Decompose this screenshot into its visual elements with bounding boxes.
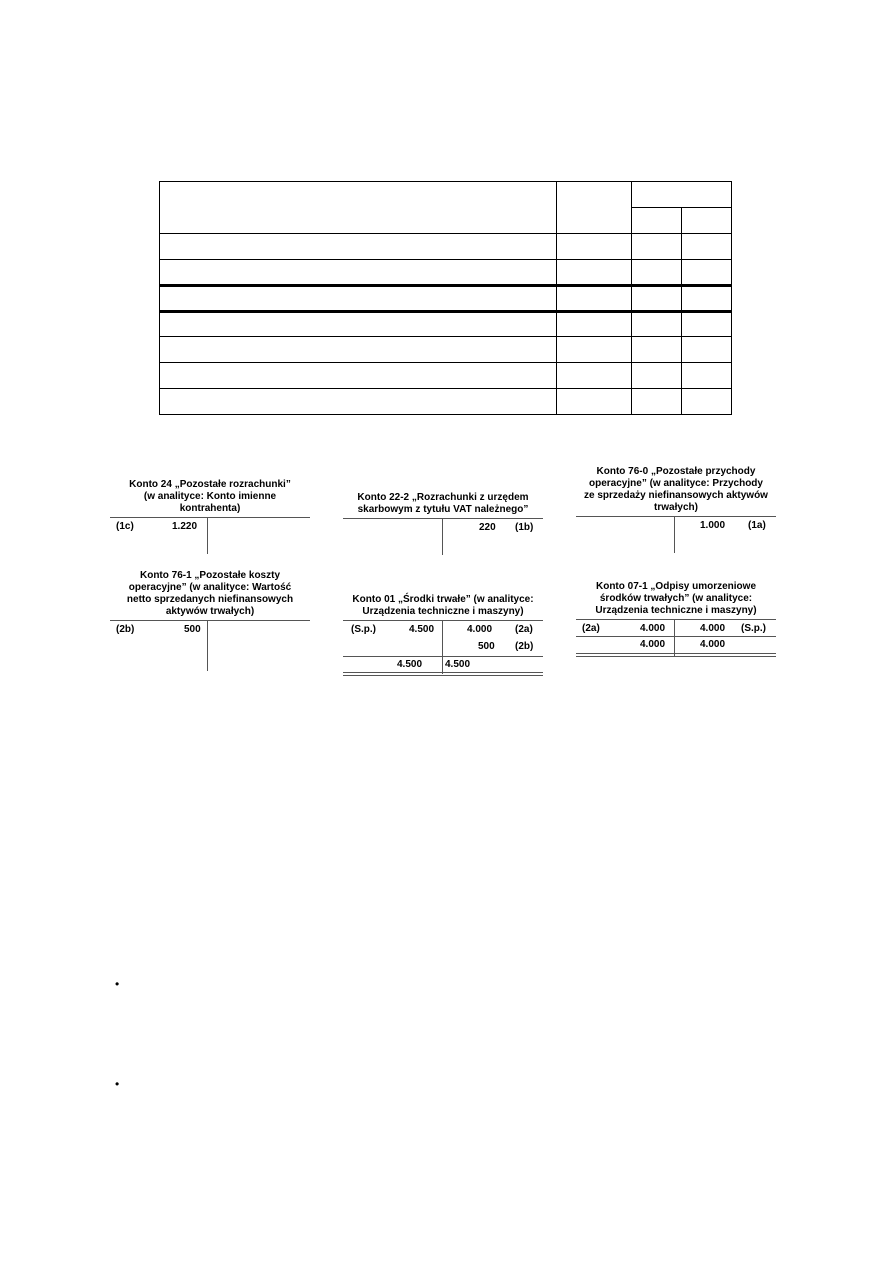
table-cell — [160, 363, 557, 389]
table-cell — [557, 234, 632, 260]
total-debit: 4.500 — [397, 659, 423, 670]
table-cell — [682, 337, 732, 363]
entry-credit: 500 — [478, 641, 495, 652]
entry-debit: 500 — [184, 624, 201, 635]
table-header-cell — [632, 208, 682, 234]
table-cell — [632, 286, 682, 312]
table-cell — [682, 286, 732, 312]
t-account-konto-76-0 — [576, 466, 776, 553]
table-header-cell — [160, 182, 557, 234]
t-account-lines — [343, 620, 543, 674]
account-title: Konto 22-2 „Rozrachunki z urzędem skarbowym z tytułu VAT należnego” — [357, 492, 529, 515]
table-cell — [160, 389, 557, 415]
t-account-konto-22-2 — [343, 492, 543, 555]
table-cell — [160, 260, 557, 286]
table-cell — [682, 363, 732, 389]
t-account-konto-24 — [110, 479, 310, 554]
table-cell — [160, 286, 557, 312]
table-header-cell — [682, 208, 732, 234]
t-account-konto-76-1 — [110, 570, 310, 671]
table-cell — [557, 312, 632, 337]
table-cell — [557, 389, 632, 415]
entry-credit: 1.000 — [700, 520, 726, 531]
table-cell — [632, 260, 682, 286]
bullet-point: • — [115, 1077, 120, 1091]
table-cell — [632, 337, 682, 363]
t-account-lines — [110, 620, 310, 671]
entry-debit: 4.500 — [409, 624, 435, 635]
entry-ref: (1c) — [116, 521, 134, 532]
total-credit: 4.000 — [700, 639, 726, 650]
t-account-konto-07-1 — [576, 581, 776, 656]
entry-ref: (S.p.) — [351, 624, 376, 635]
total-credit: 4.500 — [445, 659, 471, 670]
t-account-lines — [343, 518, 543, 555]
table-cell — [632, 389, 682, 415]
total-debit: 4.000 — [640, 639, 666, 650]
entry-debit: 4.000 — [640, 623, 666, 634]
table-cell — [682, 260, 732, 286]
table-cell — [632, 363, 682, 389]
t-account-konto-01 — [343, 594, 543, 674]
account-title: Konto 76-1 „Pozostałe koszty operacyjne” (w analityce: Wartość netto sprzedanych niefinansowych aktywów trwałych) — [126, 570, 294, 617]
account-title: Konto 76-0 „Pozostałe przychody operacyjne” (w analityce: Przychody ze sprzedaży niefinansowych aktywów trwałych) — [584, 466, 768, 513]
table-cell — [557, 363, 632, 389]
entry-ref: (1a) — [748, 520, 766, 531]
entry-debit: 1.220 — [172, 521, 198, 532]
entry-credit: 4.000 — [467, 624, 493, 635]
account-title: Konto 24 „Pozostałe rozrachunki” (w analityce: Konto imienne kontrahenta) — [129, 479, 291, 514]
table-cell — [682, 234, 732, 260]
entry-ref: (2b) — [515, 641, 534, 652]
table-cell — [160, 337, 557, 363]
table-cell — [632, 234, 682, 260]
entry-ref: (S.p.) — [741, 623, 766, 634]
entry-credit: 4.000 — [700, 623, 726, 634]
table-header-cell — [632, 182, 732, 208]
table-cell — [557, 260, 632, 286]
table-cell — [160, 234, 557, 260]
account-title: Konto 01 „Środki trwałe” (w analityce: Urządzenia techniczne i maszyny) — [352, 594, 534, 617]
table-cell — [632, 312, 682, 337]
entry-credit: 220 — [479, 522, 496, 533]
t-account-lines — [576, 619, 776, 656]
entry-ref: (2a) — [515, 624, 533, 635]
t-account-lines — [110, 517, 310, 554]
account-title: Konto 07-1 „Odpisy umorzeniowe środków trwałych” (w analityce: Urządzenia techniczne i maszyny) — [595, 581, 757, 616]
table-cell — [160, 312, 557, 337]
entry-ref: (2a) — [582, 623, 600, 634]
table-cell — [682, 389, 732, 415]
bullet-point: • — [115, 977, 120, 991]
table-cell — [557, 286, 632, 312]
table-header-cell — [557, 182, 632, 234]
entry-ref: (2b) — [116, 624, 135, 635]
t-account-lines — [576, 516, 776, 553]
table-cell — [557, 337, 632, 363]
blank-table — [159, 181, 732, 415]
table-cell — [682, 312, 732, 337]
entry-ref: (1b) — [515, 522, 534, 533]
